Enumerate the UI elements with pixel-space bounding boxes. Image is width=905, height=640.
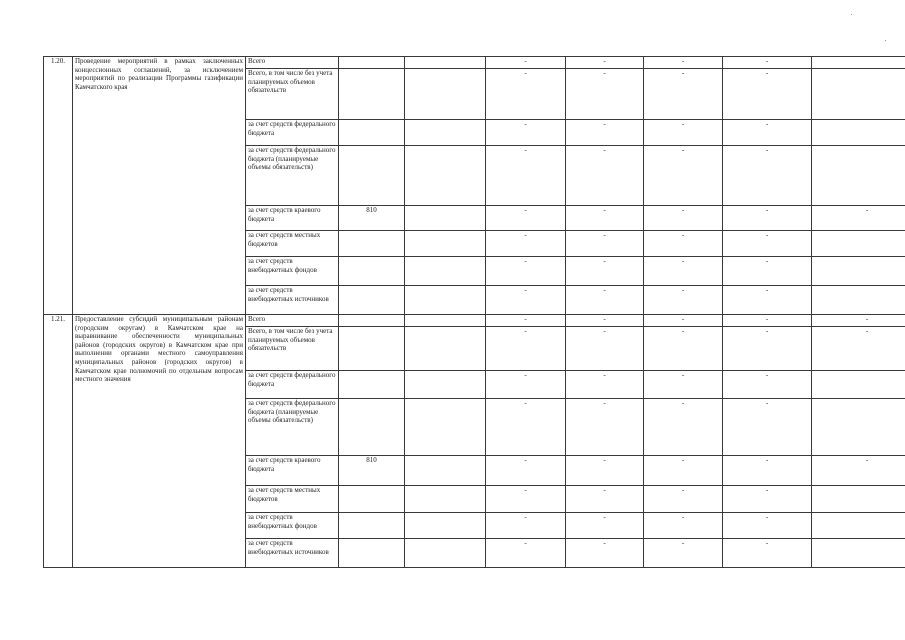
value-cell: - [566,120,644,146]
funding-source: Всего, в том числе без учета планируемых объемов обязательств [246,327,339,371]
funding-source: за счет средств местных бюджетов [246,486,339,513]
value-cell: - [723,57,812,69]
value-cell [405,327,486,371]
value-cell: - [723,539,812,568]
value-cell [812,486,905,513]
value-cell: - [566,146,644,206]
value-cell: - [644,399,723,456]
budget-code [339,399,405,456]
value-cell: - [644,257,723,286]
value-cell: - [812,327,905,371]
item-number: 1.20. [44,57,73,315]
table-row [44,315,905,327]
value-cell: - [644,539,723,568]
value-cell: - [486,286,566,315]
value-cell: - [566,539,644,568]
value-cell: - [486,257,566,286]
value-cell [405,69,486,120]
value-cell: - [486,327,566,371]
value-cell: - [566,513,644,539]
value-cell [812,286,905,315]
value-cell: - [566,486,644,513]
value-cell [812,120,905,146]
value-cell: - [486,399,566,456]
value-cell: - [486,513,566,539]
value-cell [812,57,905,69]
value-cell [812,371,905,399]
funding-source: за счет средств внебюджетных фондов [246,513,339,539]
value-cell: - [566,69,644,120]
value-cell [405,57,486,69]
value-cell [405,315,486,327]
value-cell: - [566,327,644,371]
value-cell: - [644,371,723,399]
value-cell [812,146,905,206]
budget-code [339,315,405,327]
budget-code [339,486,405,513]
value-cell: - [644,231,723,257]
budget-table [43,56,905,568]
funding-source: за счет средств федерального бюджета (планируемые объемы обязательств) [246,146,339,206]
budget-code [339,327,405,371]
value-cell [405,231,486,257]
table-body [44,57,905,568]
funding-source: за счет средств федерального бюджета [246,371,339,399]
item-name: Предоставление субсидий муниципальным районам (городским округам) в Камчатском крае на выравнивание обеспеченности муниципальных районов (городских округов) в Камчатском крае при выполнении органами местного самоуправления муниципальных районов (городских округов) в Камчатском крае полномочий по отдельным вопросам местного значения [73,315,246,568]
value-cell: - [566,231,644,257]
value-cell: - [566,57,644,69]
value-cell: - [723,206,812,231]
value-cell: - [644,456,723,486]
scan-speck [885,40,886,41]
item-name: Проведение мероприятий в рамках заключенных концессионных соглашений, за исключением мероприятий по реализации Программы газификации Камчатского края [73,57,246,315]
value-cell: - [566,257,644,286]
value-cell [405,146,486,206]
value-cell: - [566,315,644,327]
budget-code [339,286,405,315]
value-cell: - [486,69,566,120]
item-number: 1.21. [44,315,73,568]
value-cell: - [566,399,644,456]
value-cell: - [486,539,566,568]
value-cell: - [566,456,644,486]
value-cell [405,286,486,315]
funding-source: за счет средств внебюджетных источников [246,286,339,315]
value-cell [405,456,486,486]
value-cell [812,69,905,120]
value-cell: - [644,206,723,231]
budget-code: 810 [339,206,405,231]
value-cell [405,486,486,513]
budget-code [339,69,405,120]
funding-source: за счет средств местных бюджетов [246,231,339,257]
value-cell: - [566,206,644,231]
funding-source: за счет средств федерального бюджета (планируемые объемы обязательств) [246,399,339,456]
value-cell [812,513,905,539]
value-cell [405,371,486,399]
budget-code [339,57,405,69]
value-cell [405,206,486,231]
funding-source: за счет средств краевого бюджета [246,456,339,486]
value-cell [405,120,486,146]
value-cell: - [723,120,812,146]
budget-code: 810 [339,456,405,486]
budget-code [339,231,405,257]
value-cell: - [486,486,566,513]
value-cell: - [486,315,566,327]
value-cell: - [644,286,723,315]
funding-source: Всего, в том числе без учета планируемых объемов обязательств [246,69,339,120]
value-cell: - [566,371,644,399]
value-cell: - [486,371,566,399]
value-cell: - [566,286,644,315]
value-cell [405,539,486,568]
value-cell: - [723,69,812,120]
value-cell: - [812,315,905,327]
value-cell: - [723,257,812,286]
value-cell: - [812,206,905,231]
value-cell: - [486,120,566,146]
value-cell: - [486,146,566,206]
budget-code [339,257,405,286]
value-cell: - [723,231,812,257]
value-cell: - [723,146,812,206]
value-cell: - [723,286,812,315]
value-cell: - [486,206,566,231]
value-cell: - [723,399,812,456]
value-cell [405,399,486,456]
funding-source: за счет средств внебюджетных фондов [246,257,339,286]
value-cell: - [812,456,905,486]
value-cell: - [723,327,812,371]
budget-code [339,146,405,206]
value-cell: - [723,486,812,513]
value-cell: - [723,513,812,539]
value-cell [405,257,486,286]
value-cell [812,539,905,568]
funding-source: за счет средств внебюджетных источников [246,539,339,568]
funding-source: Всего [246,315,339,327]
table-row [44,57,905,69]
value-cell: - [723,315,812,327]
scan-speck [851,14,852,15]
budget-code [339,513,405,539]
budget-code [339,120,405,146]
value-cell: - [644,486,723,513]
value-cell: - [723,371,812,399]
value-cell: - [644,120,723,146]
value-cell [812,231,905,257]
value-cell: - [644,327,723,371]
value-cell: - [486,231,566,257]
value-cell: - [723,456,812,486]
budget-code [339,371,405,399]
value-cell [405,513,486,539]
value-cell: - [644,69,723,120]
value-cell [812,257,905,286]
value-cell: - [644,513,723,539]
value-cell: - [486,456,566,486]
funding-source: Всего [246,57,339,69]
budget-code [339,539,405,568]
funding-source: за счет средств федерального бюджета [246,120,339,146]
funding-source: за счет средств краевого бюджета [246,206,339,231]
value-cell: - [486,57,566,69]
value-cell [812,399,905,456]
value-cell: - [644,146,723,206]
value-cell: - [644,315,723,327]
value-cell: - [644,57,723,69]
